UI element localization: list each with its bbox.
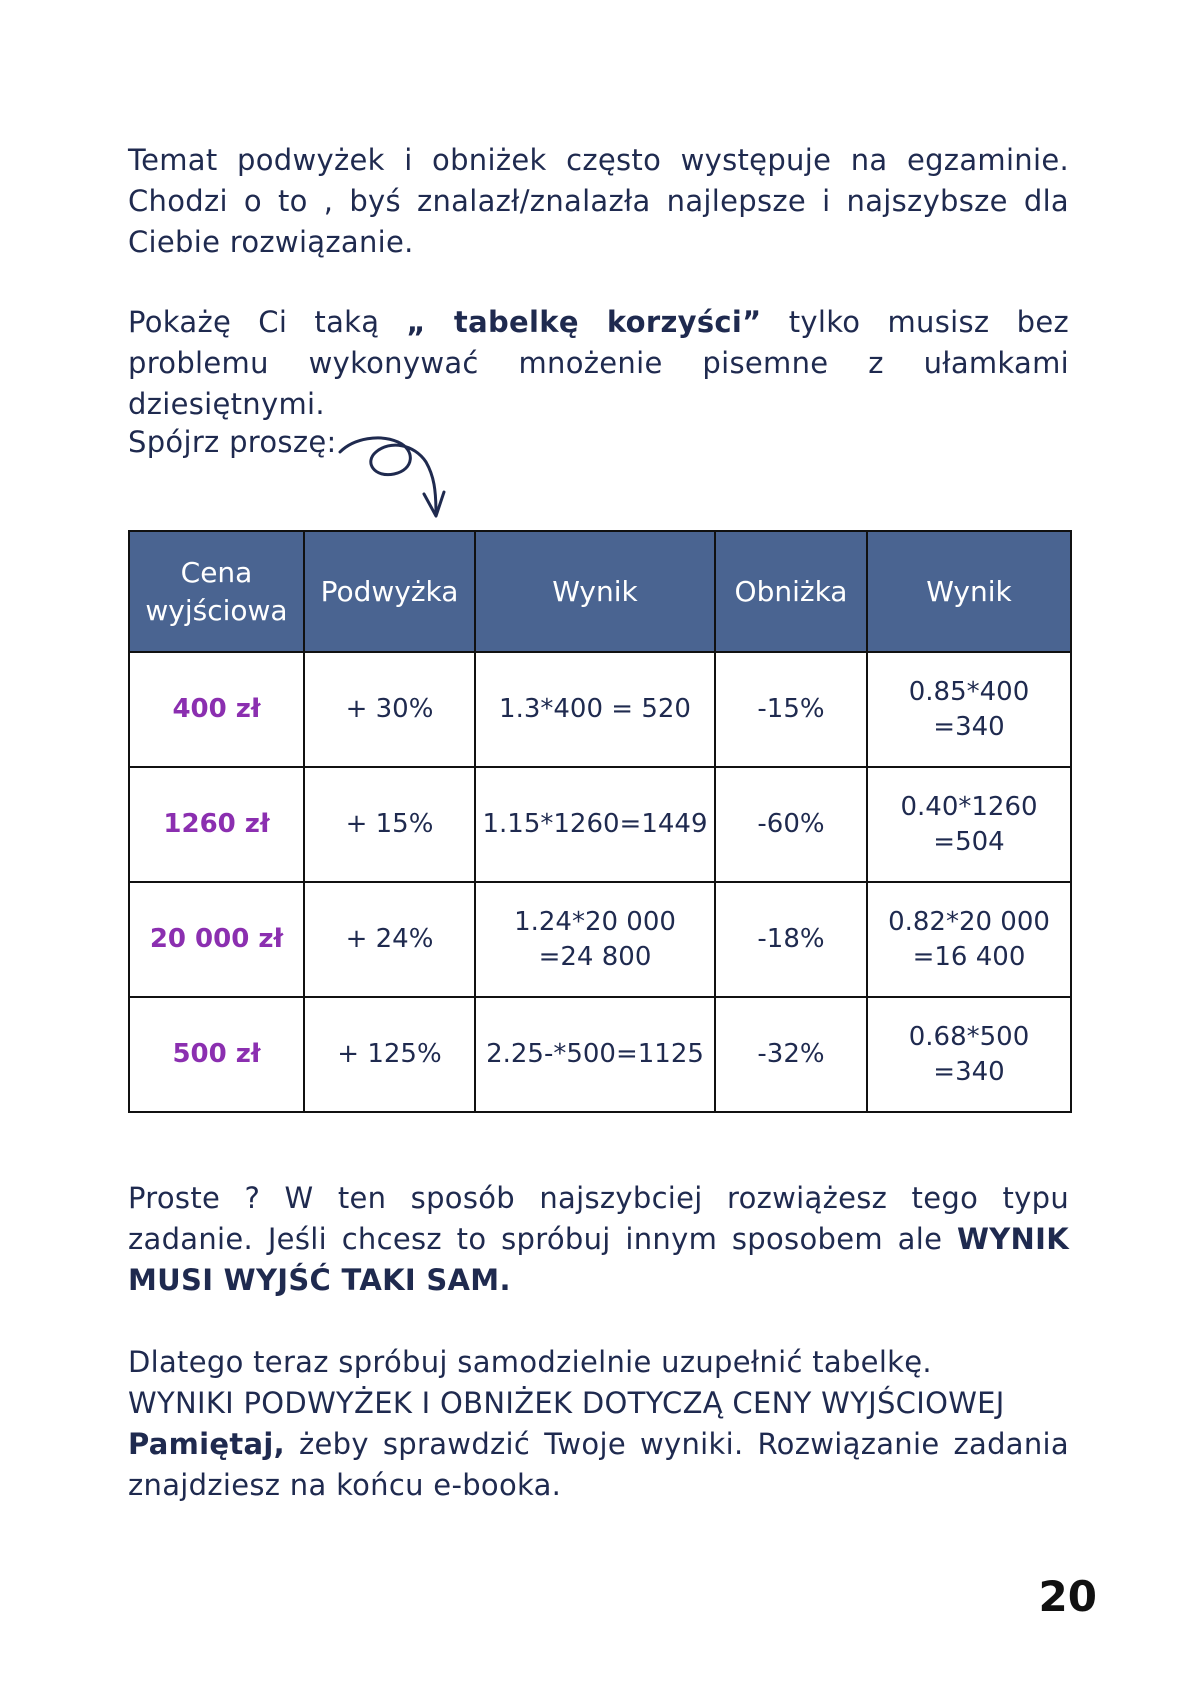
intro-paragraph-3: Spójrz proszę: bbox=[128, 425, 337, 459]
header-starting-price bbox=[129, 531, 304, 652]
benefit-table bbox=[128, 530, 1072, 1113]
cell-result-decrease bbox=[867, 997, 1071, 1112]
outro-p4-before: Proste ? W ten sposób najszybciej rozwiążesz tego typu zadanie. Jeśli chcesz to spróbuj innym sposobem ale bbox=[128, 1181, 1069, 1256]
header-decrease: Obniżka bbox=[715, 531, 867, 652]
cell-result-decrease bbox=[867, 882, 1071, 997]
cell-decrease: -15% bbox=[715, 652, 867, 767]
cell-increase: + 30% bbox=[304, 652, 475, 767]
outro-p5-line1: Dlatego teraz spróbuj samodzielnie uzupełnić tabelkę. bbox=[128, 1345, 932, 1379]
cell-result-increase-line1: 1.3*400 = 520 bbox=[499, 694, 691, 724]
cell-result-increase bbox=[475, 882, 715, 997]
intro-p2-before: Pokażę Ci taką bbox=[128, 305, 407, 339]
intro-paragraph-2 bbox=[128, 302, 1069, 425]
outro-paragraph-1 bbox=[128, 1178, 1069, 1301]
header-result-decrease: Wynik bbox=[867, 531, 1071, 652]
table-header-row bbox=[129, 531, 1071, 652]
table-row bbox=[129, 882, 1071, 997]
table-row bbox=[129, 652, 1071, 767]
cell-result-decrease bbox=[867, 652, 1071, 767]
cell-increase: + 125% bbox=[304, 997, 475, 1112]
cell-price: 1260 zł bbox=[129, 767, 304, 882]
cell-price: 20 000 zł bbox=[129, 882, 304, 997]
cell-increase: + 15% bbox=[304, 767, 475, 882]
cell-decrease: -32% bbox=[715, 997, 867, 1112]
cell-price: 500 zł bbox=[129, 997, 304, 1112]
cell-result-increase bbox=[475, 997, 715, 1112]
cell-increase: + 24% bbox=[304, 882, 475, 997]
cell-result-increase-line1: 2.25-*500=1125 bbox=[486, 1039, 704, 1069]
intro-p2-bold: „ tabelkę korzyści” bbox=[406, 305, 762, 339]
table-row bbox=[129, 767, 1071, 882]
cell-result-decrease-line1: 0.68*500 bbox=[908, 1021, 1030, 1052]
cell-result-increase-line1: 1.15*1260=1449 bbox=[482, 809, 708, 839]
intro-paragraph-1: Temat podwyżek i obniżek często występuje na egzaminie. Chodzi o to , byś znalazł/znalazła najlepsze i najszybsze dla Ciebie rozwiązanie. bbox=[128, 143, 1069, 259]
intro-p2-after: tylko musisz bez problemu wykonywać mnożenie pisemne z ułamkami dziesiętnymi. bbox=[128, 305, 1069, 421]
outro-p5-bold: Pamiętaj, bbox=[128, 1427, 285, 1461]
cell-result-increase bbox=[475, 767, 715, 882]
outro-p5-after: żeby sprawdzić Twoje wyniki. Rozwiązanie zadania znajdziesz na końcu e-booka. bbox=[128, 1427, 1069, 1502]
outro-paragraph-2 bbox=[128, 1342, 1069, 1506]
cell-price: 400 zł bbox=[129, 652, 304, 767]
cell-result-decrease-line1: 0.82*20 000 bbox=[888, 906, 1050, 937]
cell-result-increase-line1: 1.24*20 000 bbox=[514, 906, 676, 937]
table-row bbox=[129, 997, 1071, 1112]
cell-decrease: -60% bbox=[715, 767, 867, 882]
cell-result-decrease bbox=[867, 767, 1071, 882]
header-starting-price-line1: Cena bbox=[180, 555, 253, 589]
header-result-increase: Wynik bbox=[475, 531, 715, 652]
cell-result-decrease-line2: =340 bbox=[933, 711, 1005, 742]
cell-result-increase bbox=[475, 652, 715, 767]
outro-p4-bold: WYNIK MUSI WYJŚĆ TAKI SAM. bbox=[128, 1222, 1069, 1297]
cell-result-decrease-line1: 0.85*400 bbox=[908, 676, 1030, 707]
page-number: 20 bbox=[1038, 1572, 1097, 1621]
cell-result-decrease-line2: =504 bbox=[933, 826, 1005, 857]
curly-down-arrow-icon bbox=[336, 432, 466, 522]
cell-result-decrease-line1: 0.40*1260 bbox=[900, 791, 1038, 822]
outro-p5-line2: WYNIKI PODWYŻEK I OBNIŻEK DOTYCZĄ CENY WYJŚCIOWEJ bbox=[128, 1386, 1005, 1420]
cell-decrease: -18% bbox=[715, 882, 867, 997]
cell-result-decrease-line2: =340 bbox=[933, 1056, 1005, 1087]
cell-result-increase-line2: =24 800 bbox=[538, 941, 652, 972]
header-starting-price-line2: wyjściowa bbox=[145, 593, 288, 627]
header-increase: Podwyżka bbox=[304, 531, 475, 652]
cell-result-decrease-line2: =16 400 bbox=[912, 941, 1026, 972]
